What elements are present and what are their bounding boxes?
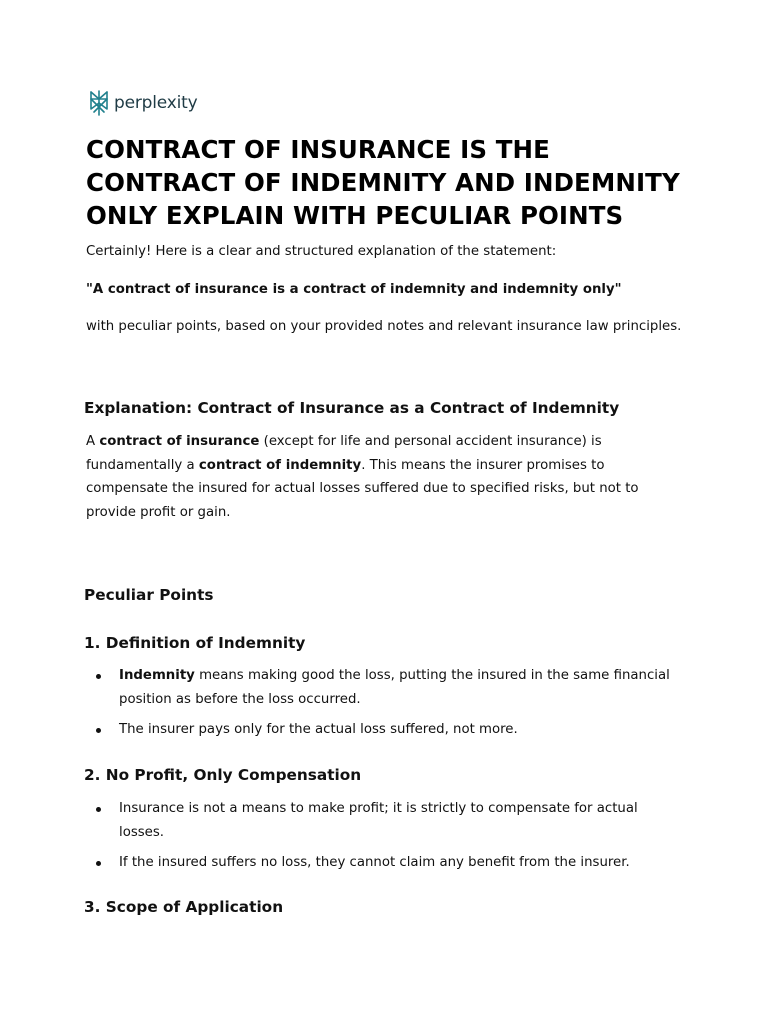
peculiar-points-heading: Peculiar Points [84,586,214,604]
bullet-list [96,664,676,748]
list-item: The insurer pays only for the actual loss suffered, not more. [96,718,676,742]
point-heading-scope: 3. Scope of Application [84,898,284,916]
document-title: CONTRACT OF INSURANCE IS THE CONTRACT OF INDEMNITY AND INDEMNITY ONLY EXPLAIN WITH PECULIAR POINTS [86,135,680,230]
explanation-paragraph: A contract of insurance (except for life and personal accident insurance) is fundamentally a contract of indemnity. This means the insurer promises to compensate the insured for actual losses suffered due to specified risks, but not to provide profit or gain. [86,434,639,520]
intro-context-line: with peculiar points, based on your provided notes and relevant insurance law principles. [86,319,682,334]
perplexity-logo-text: perplexity [114,93,198,113]
list-item: Indemnity means making good the loss, putting the insured in the same financial position as before the loss occurred. [96,664,676,711]
explanation-heading: Explanation: Contract of Insurance as a Contract of Indemnity [84,399,620,417]
point-heading-definition: 1. Definition of Indemnity [84,634,306,652]
term-contract-of-indemnity: contract of indemnity [198,457,362,473]
intro-line: Certainly! Here is a clear and structured explanation of the statement: [86,244,557,259]
bullet-list [96,797,676,881]
bullet-icon [96,674,101,679]
list-item: If the insured suffers no loss, they cannot claim any benefit from the insurer. [96,851,676,875]
point-heading-no-profit: 2. No Profit, Only Compensation [84,766,362,784]
bullet-icon [96,728,101,733]
term-contract-of-insurance: contract of insurance [99,434,260,449]
perplexity-logo-icon [89,90,109,116]
bullet-icon [96,861,101,866]
intro-quote: "A contract of insurance is a contract of indemnity and indemnity only" [86,282,622,297]
bullet-icon [96,807,101,812]
perplexity-logo [89,90,197,116]
list-item: Insurance is not a means to make profit; it is strictly to compensate for actual losses. [96,797,676,844]
